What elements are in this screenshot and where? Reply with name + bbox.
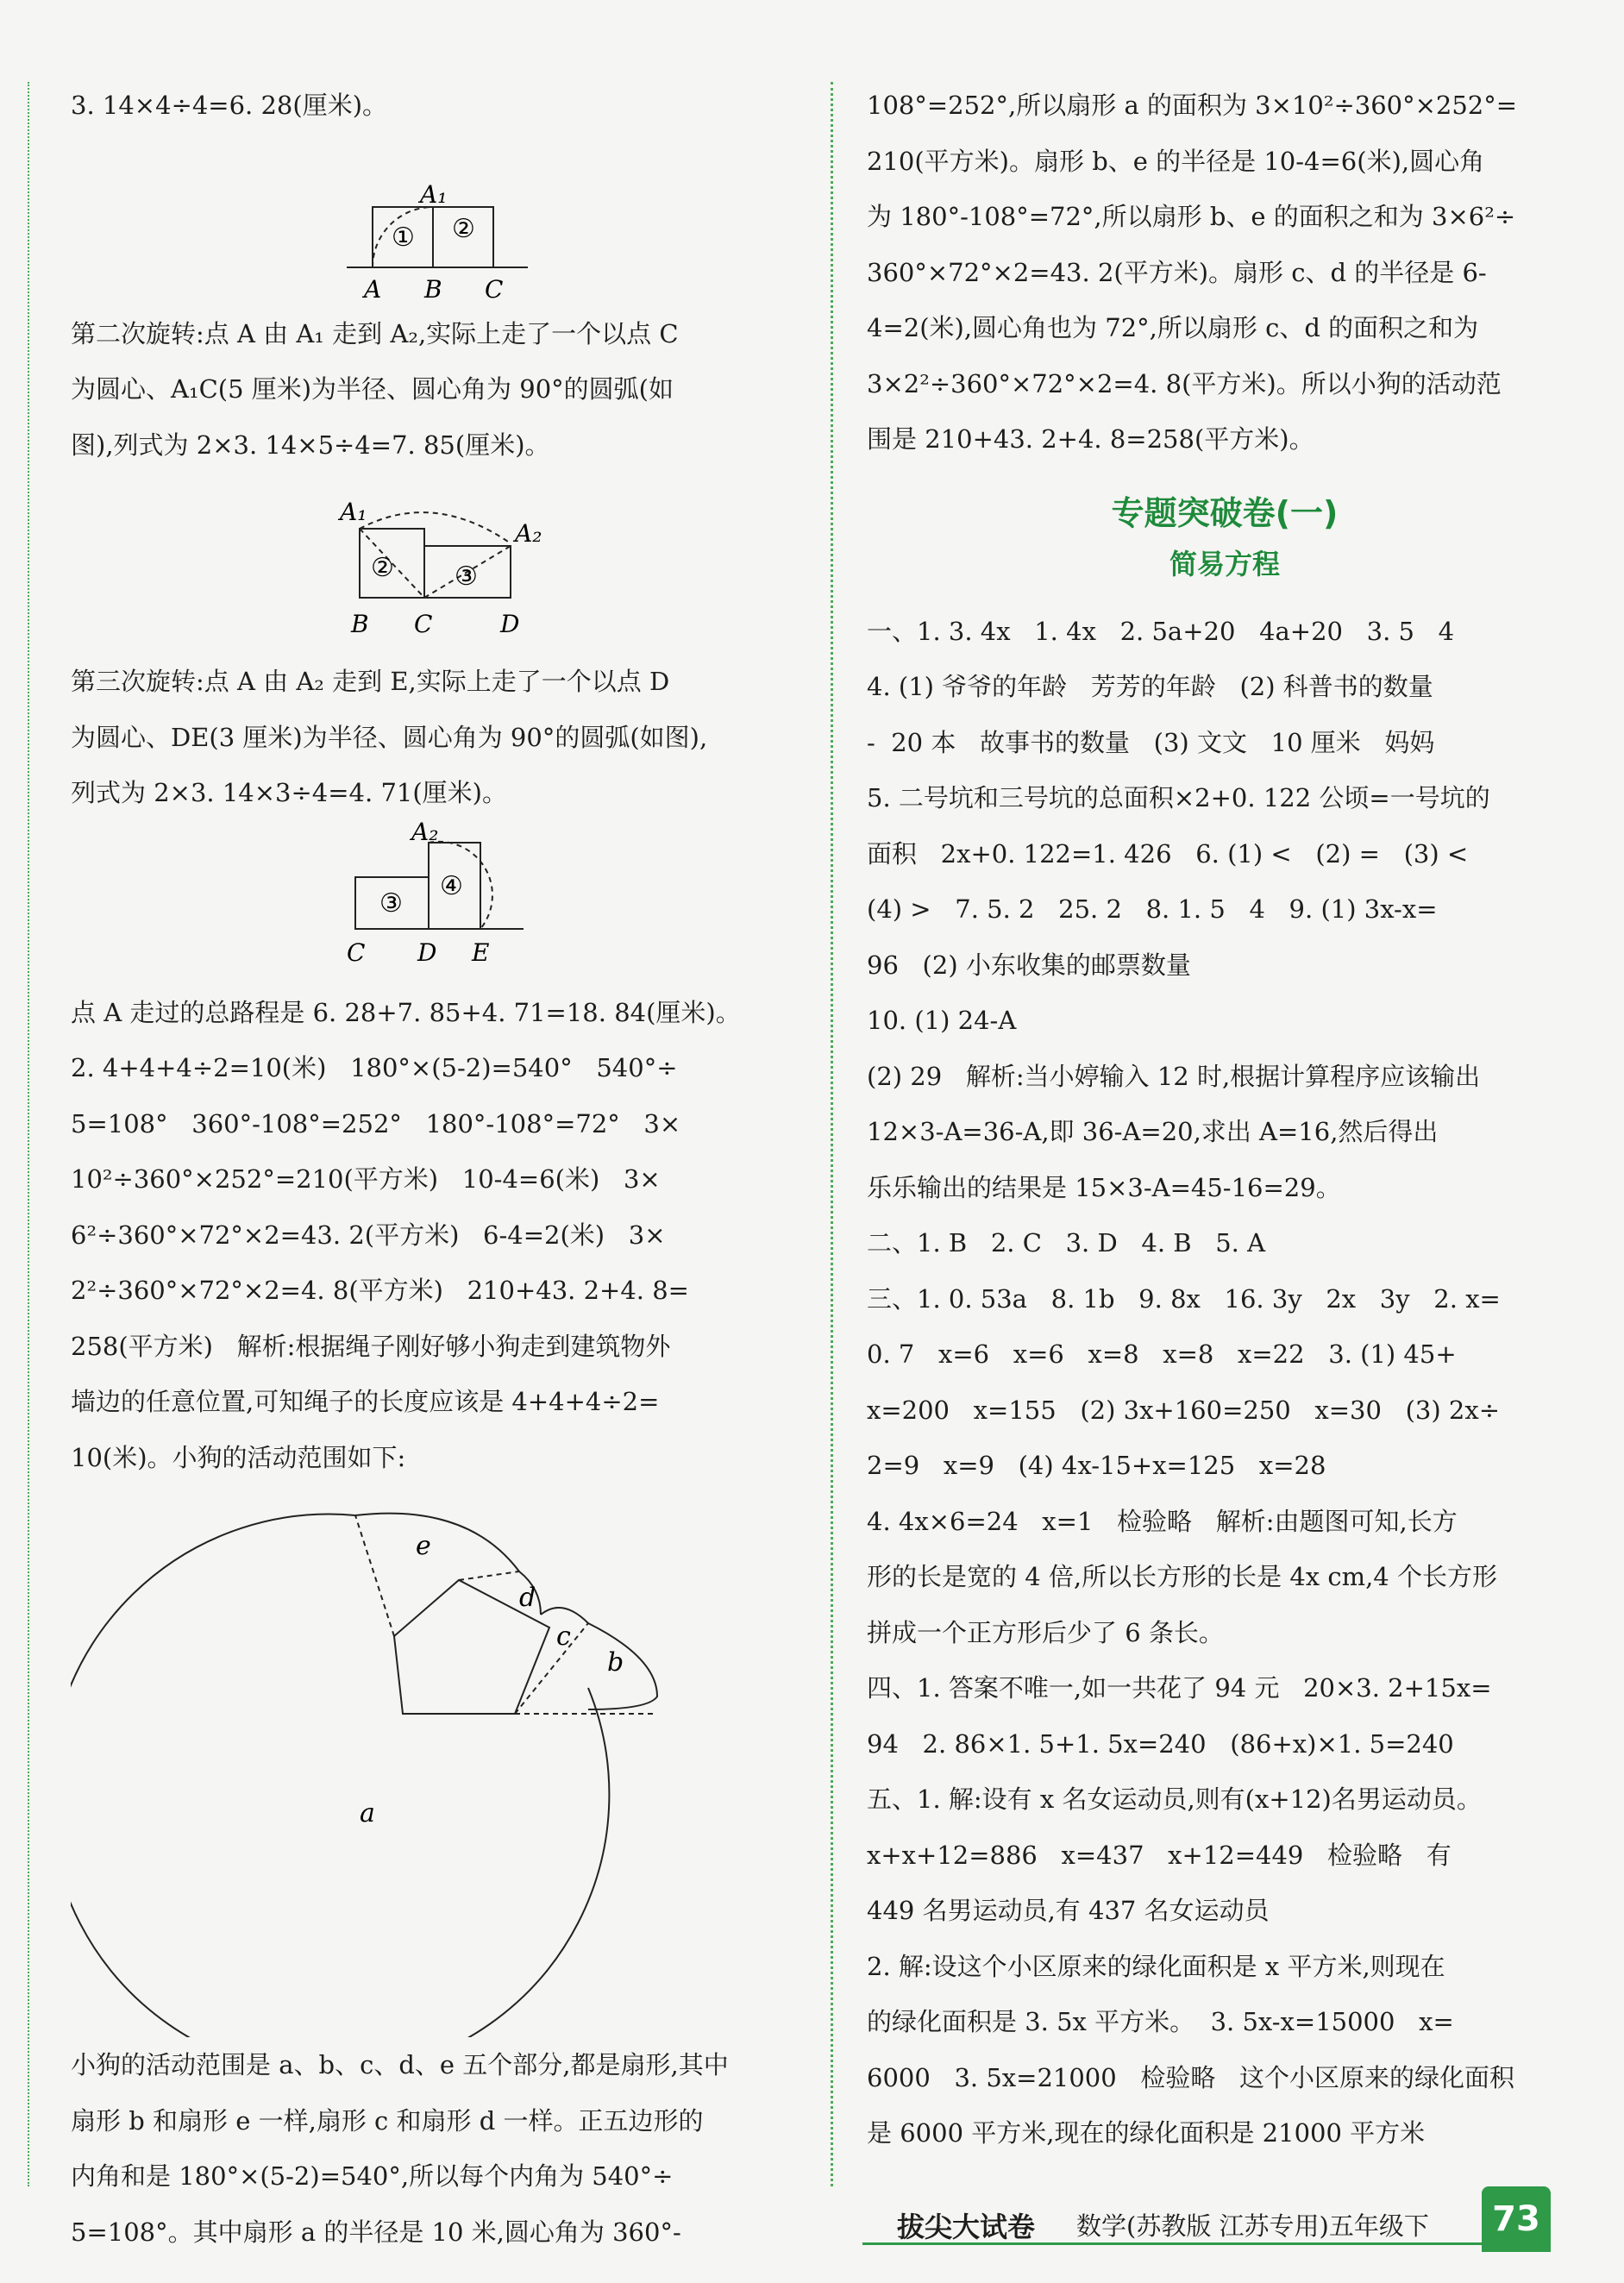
left-margin-dotted-line (28, 82, 29, 2186)
label-d: D (417, 938, 437, 967)
answer-line: 4. 4x×6=24 x=1 检验略 解析:由题图可知,长方 (867, 1506, 1458, 1536)
answer-line: 五、1. 解:设有 x 名女运动员,则有(x+12)名男运动员。 (867, 1784, 1482, 1814)
answer-line: 的绿化面积是 3. 5x 平方米。 3. 5x-x=15000 x= (867, 2007, 1454, 2036)
text-line: 2²÷360°×72°×2=4. 8(平方米) 210+43. 2+4. 8= (71, 1276, 689, 1305)
text-line: 10²÷360°×252°=210(平方米) 10-4=6(米) 3× (71, 1164, 661, 1194)
text-line: 4=2(米),圆心角也为 72°,所以扇形 c、d 的面积之和为 (867, 313, 1479, 342)
label-a1: A₁ (340, 498, 367, 526)
answer-line: 是 6000 平方米,现在的绿化面积是 21000 平方米 (867, 2118, 1426, 2148)
figure-first-rotation (71, 134, 787, 306)
circle-2: ② (371, 553, 394, 583)
right-column (867, 78, 1583, 2161)
answer-line: 10. (1) 24-A (867, 1006, 1017, 1035)
text-line: 小狗的活动范围是 a、b、c、d、e 五个部分,都是扇形,其中 (71, 2050, 729, 2079)
label-a2: A₂ (515, 519, 542, 548)
answer-line: 面积 2x+0. 122=1. 426 6. (1) < (2) = (3) < (867, 838, 1469, 869)
answer-line: 0. 7 x=6 x=6 x=8 x=8 x=22 3. (1) 45+ (867, 1339, 1457, 1369)
text-line: 图),列式为 2×3. 14×5÷4=7. 85(厘米)。 (71, 430, 550, 460)
label-a1: A₁ (420, 179, 448, 209)
text-line: 108°=252°,所以扇形 a 的面积为 3×10²÷360°×252°= (867, 91, 1518, 120)
text-line: 墙边的任意位置,可知绳子的长度应该是 4+4+4÷2= (71, 1387, 660, 1416)
sector-label-c: c (556, 1621, 571, 1652)
sector-label-a: a (360, 1798, 375, 1828)
answer-line: 96 (2) 小东收集的邮票数量 (867, 950, 1191, 980)
text-line: 为圆心、A₁C(5 厘米)为半径、圆心角为 90°的圆弧(如 (71, 374, 674, 404)
footer-book-title: 数学(苏教版 江苏专用)五年级下 (1076, 2211, 1429, 2241)
answer-line: (2) 29 解析:当小婷输入 12 时,根据计算程序应该输出 (867, 1061, 1481, 1091)
figure-dog-range (71, 1485, 787, 2037)
text-line: 扇形 b 和扇形 e 一样,扇形 c 和扇形 d 一样。正五边形的 (71, 2105, 704, 2136)
answer-line: 二、1. B 2. C 3. D 4. B 5. A (867, 1228, 1266, 1258)
text-line: 为圆心、DE(3 厘米)为半径、圆心角为 90°的圆弧(如图), (71, 722, 708, 752)
label-c: C (485, 274, 504, 304)
answer-line: 形的长是宽的 4 倍,所以长方形的长是 4x cm,4 个长方形 (867, 1562, 1497, 1591)
text-line: 第三次旋转:点 A 由 A₂ 走到 E,实际上走了一个以点 D (71, 667, 670, 696)
section-title: 专题突破卷(一) (1111, 493, 1339, 532)
answer-line: 5. 二号坑和三号坑的总面积×2+0. 122 公顷=一号坑的 (867, 783, 1490, 812)
circle-4: ④ (440, 870, 463, 901)
answer-line: - 20 本 故事书的数量 (3) 文文 10 厘米 妈妈 (867, 727, 1435, 757)
answer-line: 449 名男运动员,有 437 名女运动员 (867, 1896, 1270, 1925)
text-line: 6²÷360°×72°×2=43. 2(平方米) 6-4=2(米) 3× (71, 1220, 666, 1250)
figure-third-rotation (71, 821, 787, 985)
text-line: 围是 210+43. 2+4. 8=258(平方米)。 (867, 424, 1314, 454)
sector-label-b: b (607, 1647, 624, 1678)
text-line: 列式为 2×3. 14×3÷4=4. 71(厘米)。 (71, 778, 507, 807)
circle-1: ① (392, 222, 415, 253)
answer-line: x+x+12=886 x=437 x+12=449 检验略 有 (867, 1840, 1452, 1870)
answer-line: 2=9 x=9 (4) 4x-15+x=125 x=28 (867, 1451, 1326, 1480)
page-number-badge: 73 (1482, 2186, 1551, 2252)
label-b: B (351, 610, 369, 638)
answer-line: (4) > 7. 5. 2 25. 2 8. 1. 5 4 9. (1) 3x-x= (867, 894, 1438, 924)
left-column (71, 78, 787, 2260)
answer-line: 拼成一个正方形后少了 6 条长。 (867, 1617, 1224, 1647)
label-c: C (414, 610, 433, 638)
label-a2: A₂ (411, 820, 439, 846)
answer-line: 4. (1) 爷爷的年龄 芳芳的年龄 (2) 科普书的数量 (867, 672, 1433, 701)
footer-brand: 拔尖大试卷 (897, 2211, 1036, 2243)
text-line: 第二次旋转:点 A 由 A₁ 走到 A₂,实际上走了一个以点 C (71, 318, 679, 348)
answer-line: 一、1. 3. 4x 1. 4x 2. 5a+20 4a+20 3. 5 4 (867, 616, 1455, 646)
text-line: 5=108° 360°-108°=252° 180°-108°=72° 3× (71, 1108, 681, 1138)
label-a: A (364, 274, 382, 304)
text-line: 2. 4+4+4÷2=10(米) 180°×(5-2)=540° 540°÷ (71, 1053, 678, 1082)
circle-3: ③ (455, 561, 478, 592)
text-line: 5=108°。其中扇形 a 的半径是 10 米,圆心角为 360°- (71, 2217, 681, 2247)
label-d: D (500, 610, 520, 638)
circle-2: ② (452, 213, 475, 244)
text-line: 3×2²÷360°×72°×2=4. 8(平方米)。所以小狗的活动范 (867, 368, 1502, 398)
label-b: B (424, 274, 442, 304)
text-line: 为 180°-108°=72°,所以扇形 b、e 的面积之和为 3×6²÷ (867, 202, 1516, 231)
answer-line: 三、1. 0. 53a 8. 1b 9. 8x 16. 3y 2x 3y 2. x= (867, 1283, 1501, 1314)
text-line: 3. 14×4÷4=6. 28(厘米)。 (71, 91, 388, 120)
answer-line: 94 2. 86×1. 5+1. 5x=240 (86+x)×1. 5=240 (867, 1728, 1454, 1759)
answer-line: 2. 解:设这个小区原来的绿化面积是 x 平方米,则现在 (867, 1951, 1445, 1981)
answer-line: 乐乐输出的结果是 15×3-A=45-16=29。 (867, 1172, 1341, 1202)
sector-label-d: d (519, 1583, 536, 1613)
column-divider (831, 82, 833, 2186)
text-line: 10(米)。小狗的活动范围如下: (71, 1442, 406, 1472)
text-line: 210(平方米)。扇形 b、e 的半径是 10-4=6(米),圆心角 (867, 146, 1485, 176)
answer-line: 四、1. 答案不唯一,如一共花了 94 元 20×3. 2+15x= (867, 1673, 1492, 1703)
label-c: C (347, 938, 366, 967)
text-line: 360°×72°×2=43. 2(平方米)。扇形 c、d 的半径是 6- (867, 257, 1487, 287)
text-line: 258(平方米) 解析:根据绳子刚好够小狗走到建筑物外 (71, 1331, 671, 1361)
sector-label-e: e (416, 1531, 431, 1561)
label-e: E (472, 938, 490, 967)
text-line: 内角和是 180°×(5-2)=540°,所以每个内角为 540°÷ (71, 2161, 674, 2191)
text-line: 点 A 走过的总路程是 6. 28+7. 85+4. 71=18. 84(厘米)。 (71, 997, 741, 1027)
figure-second-rotation (71, 473, 787, 654)
section-subtitle: 简易方程 (1169, 547, 1280, 580)
circle-3: ③ (379, 887, 403, 919)
answer-line: 12×3-A=36-A,即 36-A=20,求出 A=16,然后得出 (867, 1117, 1439, 1146)
answer-line: x=200 x=155 (2) 3x+160=250 x=30 (3) 2x÷ (867, 1395, 1500, 1425)
answer-line: 6000 3. 5x=21000 检验略 这个小区原来的绿化面积 (867, 2062, 1515, 2092)
